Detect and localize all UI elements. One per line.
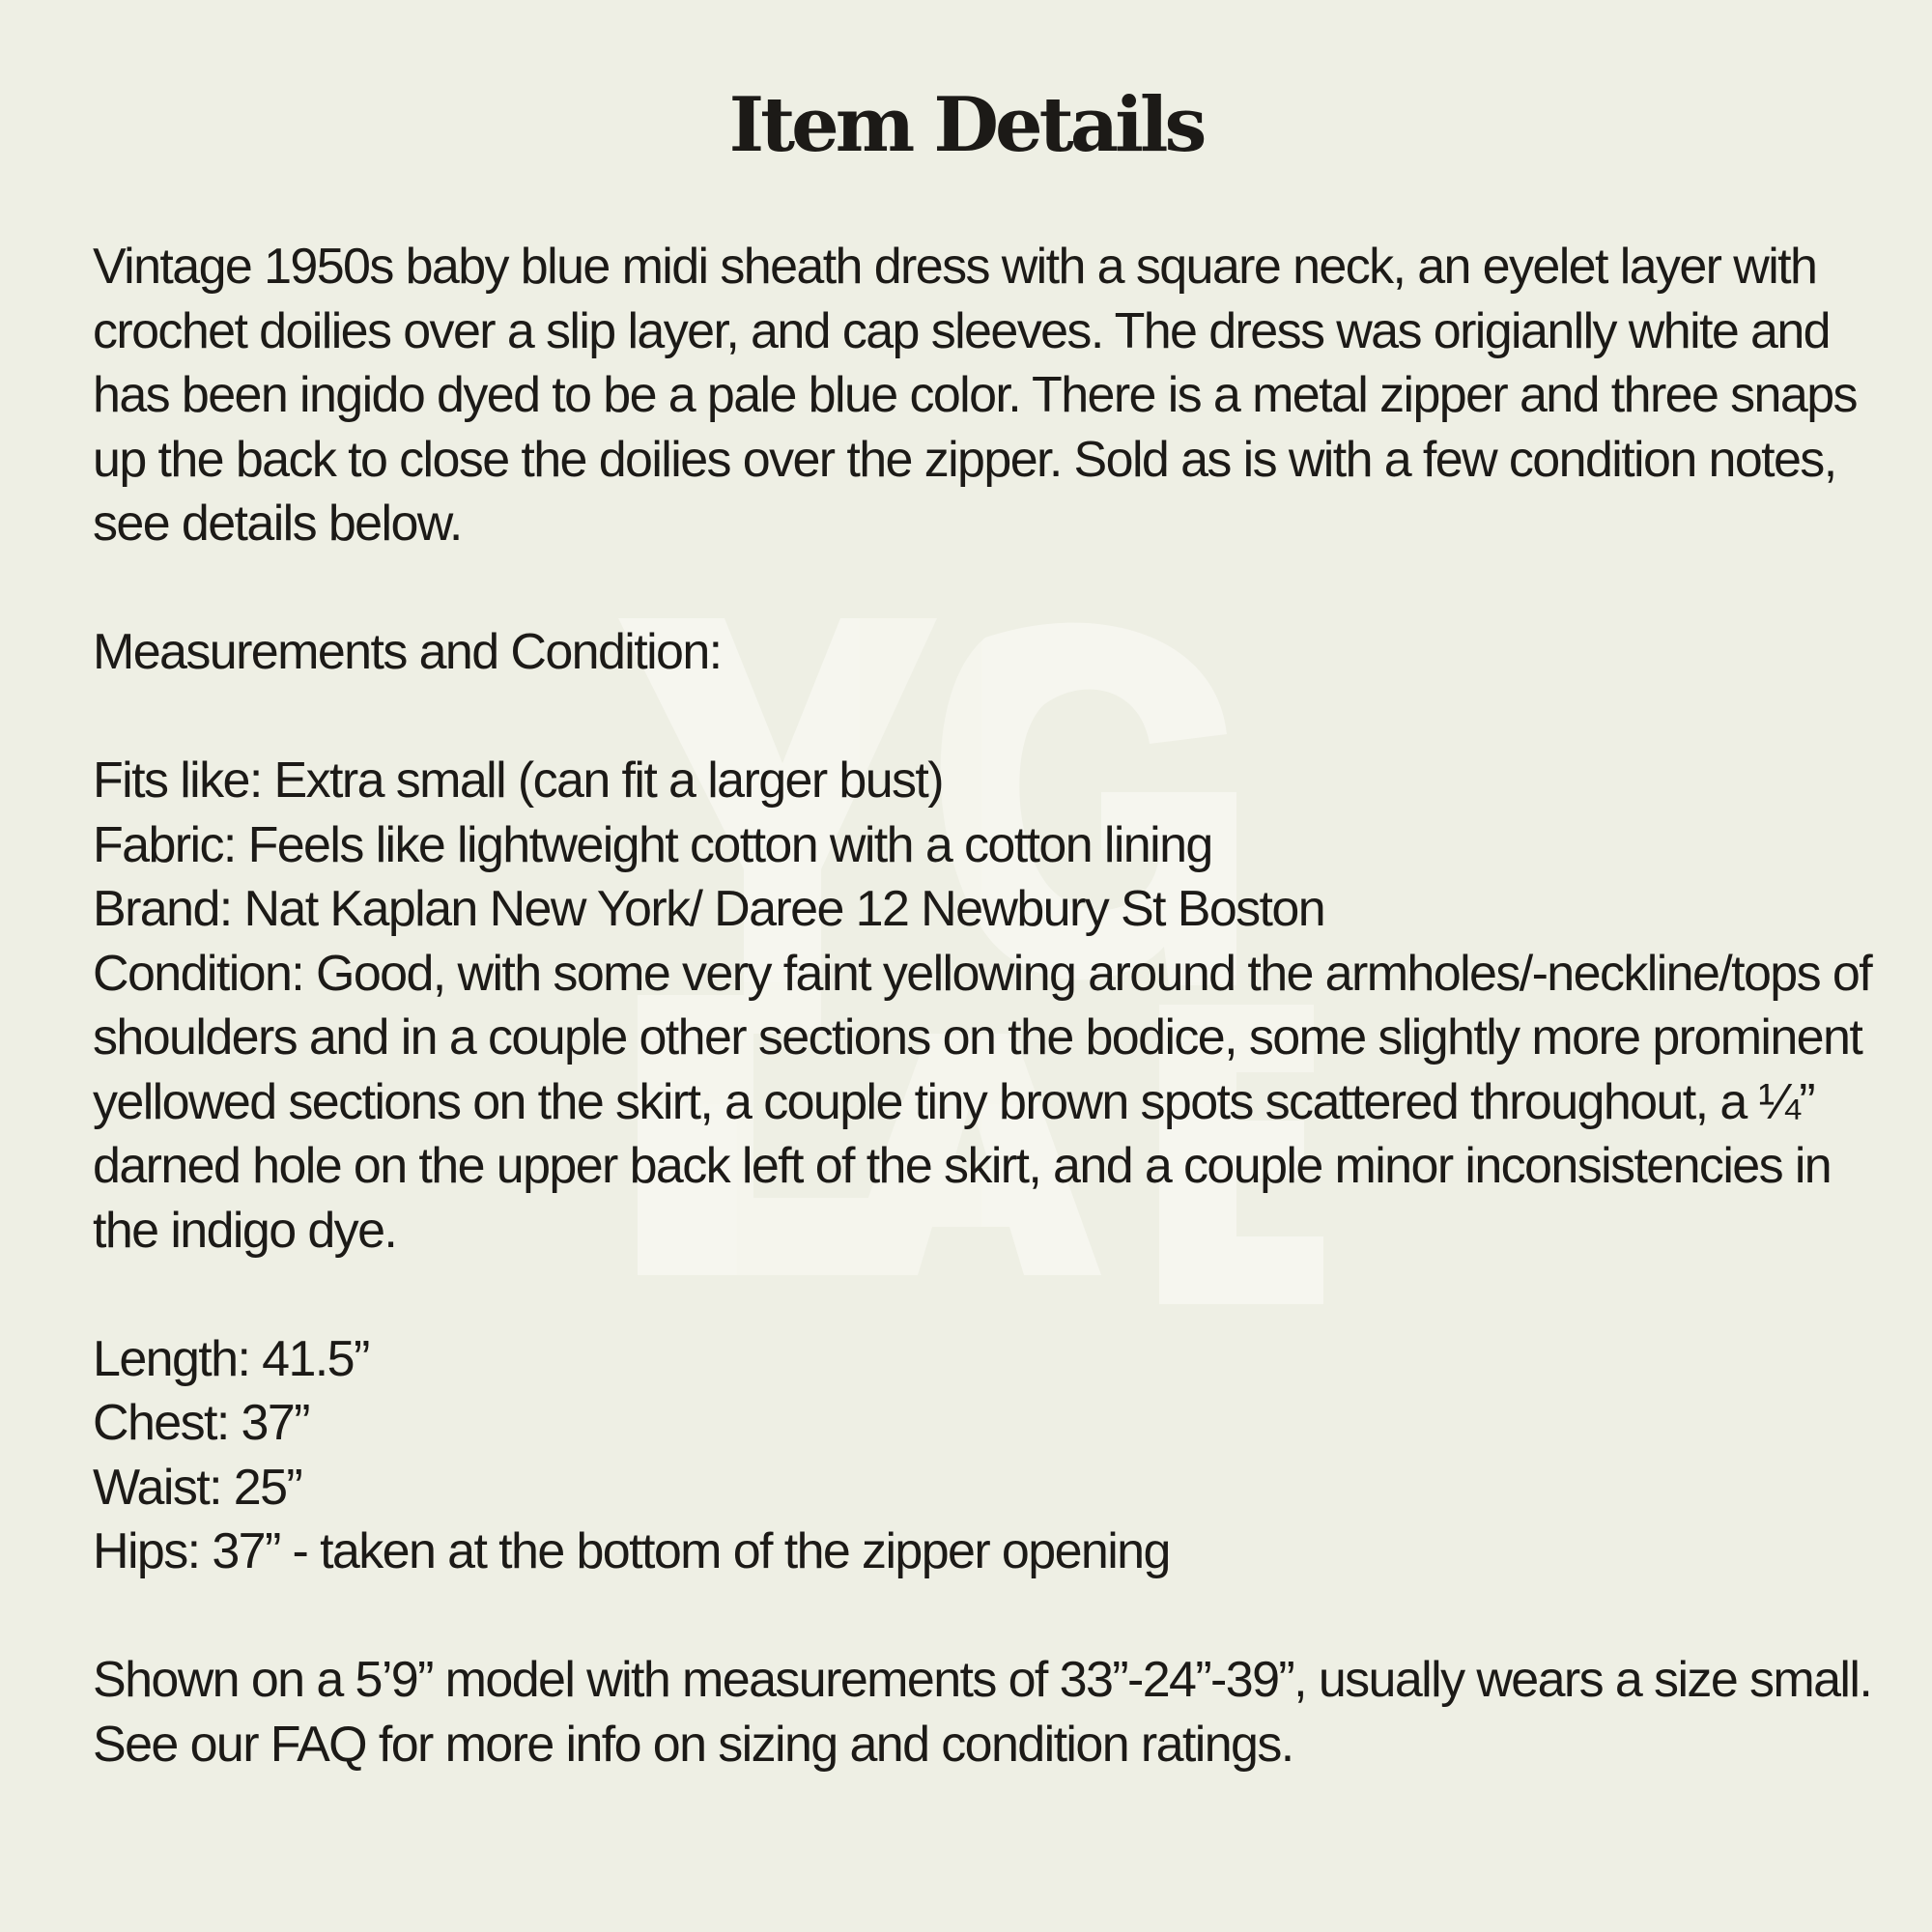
section-heading: Measurements and Condition: — [93, 624, 722, 680]
spacer — [93, 685, 1889, 750]
condition-line: Condition: Good, with some very faint yellowing around the armholes/-neckline/tops of shoulders and in a couple other sections on the bodice, some slightly more prominent yellowed sections on the skirt, a couple tiny brown spots scattered throughout, a ¼” darned hole on the upper back left of the skirt, and a couple minor inconsistencies in the indigo dye. — [93, 945, 1872, 1259]
spacer — [93, 1263, 1889, 1327]
waist-measurement: Waist: 25” — [93, 1459, 302, 1516]
spacer — [93, 556, 1889, 621]
brand-line: Brand: Nat Kaplan New York/ Daree 12 Newbury St Boston — [93, 881, 1325, 937]
item-description: Vintage 1950s baby blue midi sheath dress with a square neck, an eyelet layer with crochet doilies over a slip layer, and cap sleeves. The dress was origianlly white and has been ingido dyed to be a pale blue color. There is a metal zipper and three snaps up the back to close the doilies over the zipper. Sold as is with a few condition notes, see details below. — [93, 239, 1857, 552]
chest-measurement: Chest: 37” — [93, 1395, 309, 1451]
item-details-body — [93, 235, 1889, 1776]
hips-measurement: Hips: 37” - taken at the bottom of the zipper opening — [93, 1523, 1170, 1579]
length-measurement: Length: 41.5” — [93, 1330, 369, 1387]
page-title: Item Details — [728, 81, 1204, 169]
fit-line: Fits like: Extra small (can fit a larger bust) — [93, 753, 943, 809]
spacer — [93, 1584, 1889, 1649]
model-note: Shown on a 5’9” model with measurements of 33”-24”-39”, usually wears a size small. See our FAQ for more info on sizing and condition ratings. — [93, 1652, 1872, 1773]
fabric-line: Fabric: Feels like lightweight cotton with a cotton lining — [93, 816, 1212, 873]
